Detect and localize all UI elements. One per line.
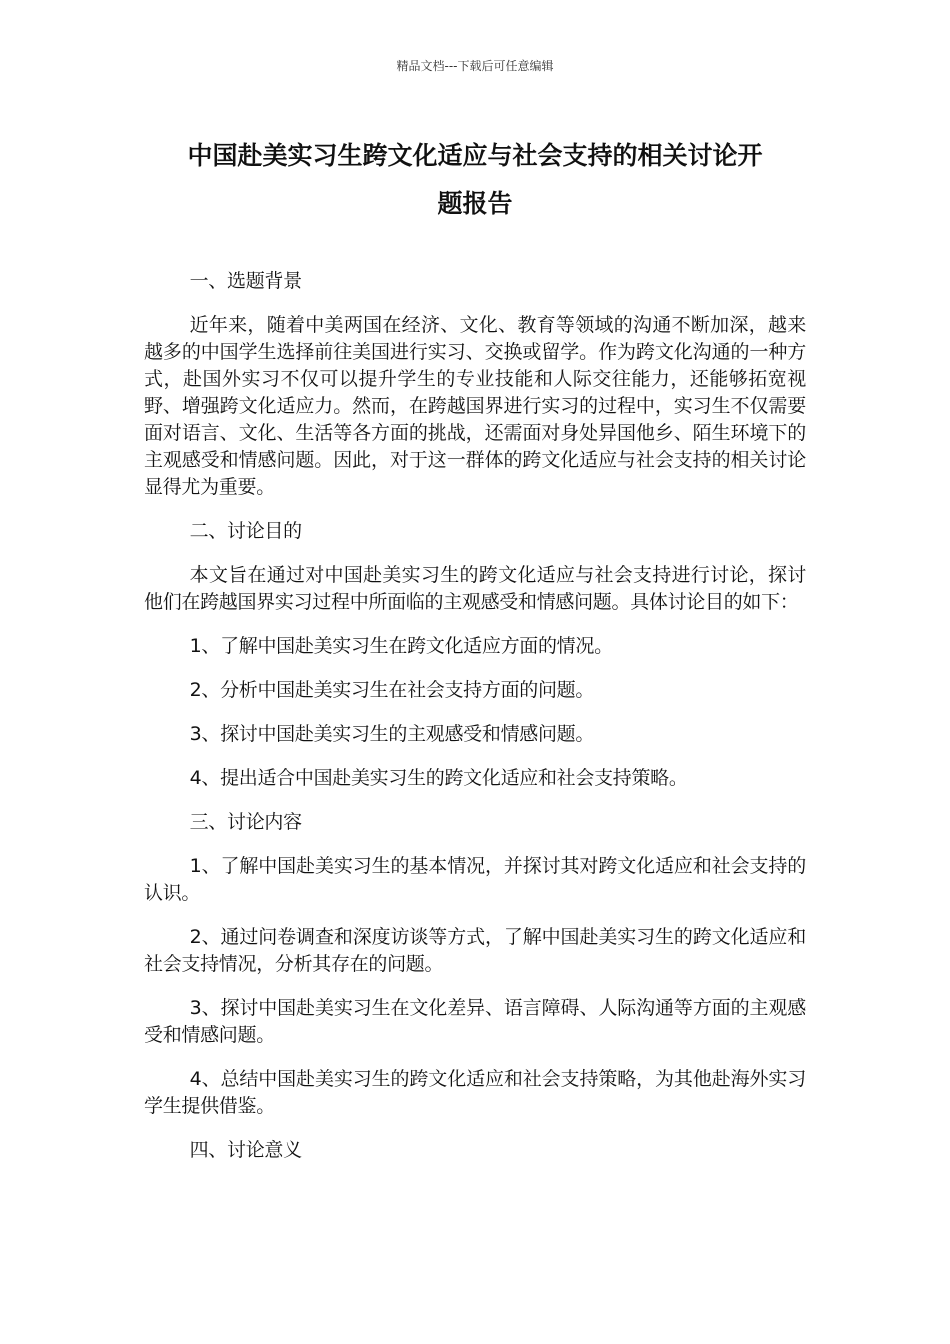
section-heading-content: 三、讨论内容 bbox=[189, 811, 302, 833]
document-body bbox=[144, 268, 806, 1181]
section-heading-purpose: 二、讨论目的 bbox=[189, 520, 302, 542]
header-note: 精品文档---下载后可任意编辑 bbox=[396, 59, 554, 73]
content-item-3: 3、探讨中国赴美实习生在文化差异、语言障碍、人际沟通等方面的主观感受和情感问题。 bbox=[144, 997, 806, 1046]
section-heading-background: 一、选题背景 bbox=[189, 270, 302, 292]
purpose-item-1: 1、了解中国赴美实习生在跨文化适应方面的情况。 bbox=[189, 635, 613, 657]
purpose-item-3: 3、探讨中国赴美实习生的主观感受和情感问题。 bbox=[189, 723, 595, 745]
content-item-4: 4、总结中国赴美实习生的跨文化适应和社会支持策略，为其他赴海外实习学生提供借鉴。 bbox=[144, 1068, 806, 1117]
title-line-2: 题报告 bbox=[437, 189, 513, 218]
paragraph-purpose: 本文旨在通过对中国赴美实习生的跨文化适应与社会支持进行讨论，探讨他们在跨越国界实习过程中所面临的主观感受和情感问题。具体讨论目的如下： bbox=[144, 564, 806, 613]
section-heading-significance: 四、讨论意义 bbox=[189, 1139, 302, 1161]
content-item-2: 2、通过问卷调查和深度访谈等方式，了解中国赴美实习生的跨文化适应和社会支持情况，分析其存在的问题。 bbox=[144, 926, 806, 975]
document-title bbox=[140, 132, 810, 228]
purpose-item-4: 4、提出适合中国赴美实习生的跨文化适应和社会支持策略。 bbox=[189, 767, 688, 789]
purpose-item-2: 2、分析中国赴美实习生在社会支持方面的问题。 bbox=[189, 679, 595, 701]
title-line-1: 中国赴美实习生跨文化适应与社会支持的相关讨论开 bbox=[187, 141, 763, 170]
paragraph-background: 近年来，随着中美两国在经济、文化、教育等领域的沟通不断加深，越来越多的中国学生选择前往美国进行实习、交换或留学。作为跨文化沟通的一种方式，赴国外实习不仅可以提升学生的专业技能和人际交往能力，还能够拓宽视野、增强跨文化适应力。然而，在跨越国界进行实习的过程中，实习生不仅需要面对语言、文化、生活等各方面的挑战，还需面对身处异国他乡、陌生环境下的主观感受和情感问题。因此，对于这一群体的跨文化适应与社会支持的相关讨论显得尤为重要。 bbox=[144, 314, 806, 498]
content-item-1: 1、了解中国赴美实习生的基本情况，并探讨其对跨文化适应和社会支持的认识。 bbox=[144, 855, 806, 904]
